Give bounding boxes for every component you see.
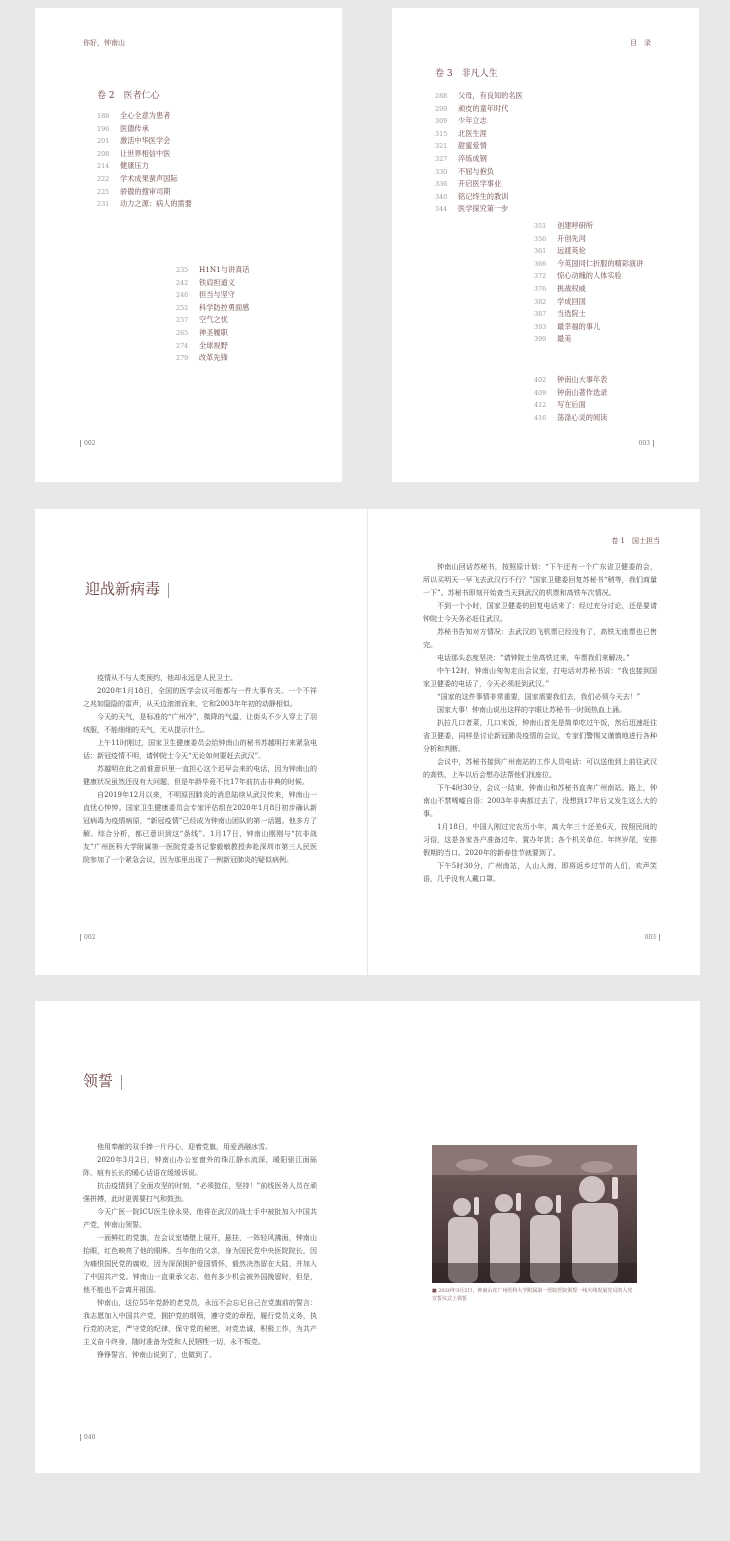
toc-entry-title: 担当与坚守 bbox=[199, 290, 235, 300]
paragraph: 扒拉几口者菜，几口米饭，钟南山首先是简单吃过午饭，然后迅速赶往省卫健委，同样是讨论新冠肺炎疫情的会议，专家们警惕又谨慎地进行各种分析和判断。 bbox=[423, 719, 657, 753]
toc-entry[interactable] bbox=[435, 103, 523, 116]
toc-entry-title: 健康压力 bbox=[120, 161, 149, 171]
toc-entry[interactable] bbox=[435, 178, 523, 191]
toc-entry[interactable] bbox=[435, 90, 523, 103]
toc-entry-title: 全心全意为患者 bbox=[120, 111, 171, 120]
toc-entry-title: 骄傲的搜审司期 bbox=[120, 186, 171, 196]
toc-entry[interactable] bbox=[176, 302, 249, 315]
toc-entry[interactable] bbox=[534, 321, 643, 334]
toc-page-number: 361 bbox=[534, 247, 547, 256]
chapter-title bbox=[83, 1070, 122, 1091]
paragraph: 下午5时30分，广州南站，人山人海，即将返乡过节的人们，欢声笑语，几乎没有人戴口罩。 bbox=[423, 862, 657, 883]
toc-entry-title: 钟南山大事年表 bbox=[557, 375, 608, 384]
toc-page-number: 242 bbox=[176, 278, 189, 287]
toc-list-vol3-b bbox=[534, 220, 643, 346]
toc-page-number: 393 bbox=[534, 322, 547, 331]
toc-entry-title: 开创先河 bbox=[557, 233, 586, 243]
caption-marker-icon: ■ bbox=[432, 1288, 439, 1294]
toc-entry[interactable] bbox=[176, 340, 249, 353]
toc-entry[interactable] bbox=[534, 245, 643, 258]
toc-page-number: 344 bbox=[435, 205, 448, 214]
paragraph: 苏越明在此之前谁意识里一直担心这个迟早会来的电话，因为钟南山的健康状况虽然还没有大问题，但是年龄毕竟不比17年前抗击非典的时候。 bbox=[83, 765, 317, 786]
vol2-heading: 卷 2 医者仁心 bbox=[97, 91, 160, 101]
gutter bbox=[367, 509, 368, 975]
vol3-heading: 卷 3 非凡人生 bbox=[435, 69, 498, 79]
page-number: 003 bbox=[645, 934, 660, 941]
toc-entry-title: 写在后面 bbox=[557, 400, 586, 410]
toc-entry-title: 惊心动魄的人体实验 bbox=[557, 271, 622, 281]
toc-entry[interactable] bbox=[534, 387, 607, 400]
toc-entry[interactable] bbox=[534, 283, 643, 296]
toc-entry-title: 学术成果蜚声国际 bbox=[120, 173, 178, 183]
toc-entry-title: 激活中华医学会 bbox=[120, 136, 171, 146]
paragraph: 钟南山回话苏秘书，按照原计划：“下午还有一个广东省卫健委的会，所以买明天一早飞去武汉行不行？”国家卫健委回复苏秘书“稍等，我们商量一下”。苏秘书即刻开始查当天到武汉的机票和高铁车次情况。 bbox=[423, 563, 657, 597]
toc-entry[interactable] bbox=[97, 160, 192, 173]
toc-list-vol3-a bbox=[435, 90, 523, 216]
paragraph: 钟南山，这位55年党龄的老党员，永远不会忘记自己在党旗前的誓言：我志愿加入中国共产党，拥护党的纲领，遵守党的章程，履行党员义务，执行党的决定，严守党的纪律，保守党的秘密，对党忠诚，积极工作，为共产主义奋斗终身，随时准备为党和人民牺牲一切，永不叛党。 bbox=[83, 1299, 317, 1346]
toc-entry[interactable] bbox=[534, 333, 643, 346]
body-text-right bbox=[423, 561, 657, 886]
toc-entry-title: 顽皮的童年时代 bbox=[458, 103, 509, 113]
toc-entry-title: 淬炼成钢 bbox=[458, 153, 487, 163]
toc-entry[interactable] bbox=[435, 191, 523, 204]
toc-entry[interactable] bbox=[176, 352, 249, 365]
toc-page-number: 402 bbox=[534, 376, 547, 384]
toc-entry[interactable] bbox=[534, 233, 643, 246]
toc-entry-title: 空气之忧 bbox=[199, 315, 228, 325]
toc-list-vol3-c bbox=[534, 374, 607, 424]
toc-entry-title: 改革先锋 bbox=[199, 353, 228, 363]
chapter-title-text: 领誓 bbox=[83, 1072, 114, 1090]
paragraph: 上午11时刚过，国家卫生健康委员会给钟南山的秘书苏越明打来紧急电话：新冠疫情不明，请钟院士今天“无论如何要赶去武汉”。 bbox=[83, 739, 317, 760]
page-number: 040 bbox=[80, 1434, 95, 1441]
chapter-title-text: 迎战新病毒 bbox=[85, 580, 161, 598]
paragraph: 铮铮誓言，钟南山说到了，也做到了。 bbox=[97, 1351, 216, 1359]
toc-page-number: 387 bbox=[534, 310, 547, 319]
paragraph: “国家的这件事情非常重要，国家需要我们去，我们必须今天去！” bbox=[437, 693, 641, 701]
running-head-right: 卷 1 国士担当 bbox=[611, 537, 660, 545]
toc-entry[interactable] bbox=[176, 314, 249, 327]
toc-entry[interactable] bbox=[435, 140, 523, 153]
toc-page-number: 201 bbox=[97, 137, 110, 146]
toc-page-number: 252 bbox=[176, 303, 189, 312]
toc-entry-title: 最幸福的事儿 bbox=[557, 321, 601, 331]
toc-page-number: 336 bbox=[435, 180, 448, 189]
toc-entry-title: 开启医学事业 bbox=[458, 179, 502, 189]
running-head-left: 你好，钟南山 bbox=[83, 39, 125, 47]
paragraph: 1月18日，中国人刚过完农历小年，离大年三十还差6天，按照民间的习俗，这是各家各户准备过年，置办年货；各个机关单位、年终岁尾，安排假期的当口。2020年的新春佳节就要到了。 bbox=[423, 823, 657, 857]
oath-ceremony-photo bbox=[432, 1145, 637, 1283]
toc-entry[interactable] bbox=[534, 296, 643, 309]
toc-entry[interactable] bbox=[435, 203, 523, 216]
toc-page-number: 409 bbox=[534, 388, 547, 397]
photo-caption-text: 2020年3月2日，钟南山在广州医科大学附属第一医院医院领誓一线火线发展党员的入党宣誓仪式上领誓 bbox=[432, 1288, 633, 1302]
toc-entry[interactable] bbox=[534, 412, 607, 425]
toc-entry[interactable] bbox=[534, 374, 607, 387]
photo-illustration bbox=[432, 1145, 637, 1283]
chapter-spread-2 bbox=[35, 509, 700, 975]
toc-entry[interactable] bbox=[534, 399, 607, 412]
body-text-left bbox=[83, 672, 317, 867]
page-number: 002 bbox=[80, 440, 95, 447]
toc-entry[interactable] bbox=[534, 220, 643, 233]
paragraph: 自2019年12月以来，不明原因肺炎的消息陆续从武汉传来，钟南山一直忧心忡忡。国家卫生健康委员会专家评估组在2020年1月8日初步确认新冠病毒为疫情病原，“新冠疫情”已经成为钟南山团队的第一话题。他多方了解、综合分析，都已意识到这“条线”。1月17日，钟南山刚刚与“抗非战友”广州医科大学附属第一医院党委书记黎毅敏教授奔赴深圳市第三人民医院参加了一个紧急会议，因为那里出现了一例新冠肺炎的疑似病例。 bbox=[83, 791, 317, 864]
toc-entry[interactable] bbox=[176, 277, 249, 290]
toc-entry-title: 钟南山著作选录 bbox=[557, 387, 608, 397]
toc-entry-title: 甜蜜爱情 bbox=[458, 141, 487, 151]
page-number: 003 bbox=[639, 440, 654, 447]
toc-entry-title: 少年立志 bbox=[458, 116, 487, 126]
toc-entry[interactable] bbox=[176, 327, 249, 340]
toc-entry-title: 父母，有良知的名医 bbox=[458, 91, 523, 100]
photo-caption bbox=[432, 1287, 637, 1303]
toc-entry-title: 全球视野 bbox=[199, 340, 228, 350]
paragraph: 一面鲜红的党旗，在会议室墙壁上展开，悬挂，一阵轻风拂面，钟南山抬眼，红色映亮了他的眼眸。当年他的父亲，身为国民党中央医院院长，因为痛恨国民党的腐败，因为深深拥护爱国情怀，毅然决然留在大陆，并加入了中国共产党。钟南山一直秉承父志，他有多少机会被外国挽留时，但是，他不能也不会离开祖国。 bbox=[83, 1234, 317, 1294]
toc-page-number: 327 bbox=[435, 154, 448, 163]
toc-entry-title: 今英国同仁折服的精彩演讲 bbox=[557, 258, 644, 268]
body-text bbox=[83, 1141, 317, 1362]
toc-page-number: 330 bbox=[435, 167, 448, 176]
toc-list-vol2-a bbox=[97, 110, 192, 211]
chapter-spread-3 bbox=[35, 1001, 700, 1473]
toc-page-number: 366 bbox=[534, 259, 547, 268]
paragraph: 他用奉献的双手捧一片丹心，迎着党旗，用爱消融冰雪。 bbox=[97, 1143, 272, 1151]
toc-page-number: 340 bbox=[435, 192, 448, 201]
running-head-right: 目 录 bbox=[630, 39, 651, 47]
toc-page-number: 225 bbox=[97, 187, 110, 196]
toc-page-number: 257 bbox=[176, 316, 189, 325]
paragraph: 2020年3月2日，钟南山办公室窗外的珠江静水流深，暖阳驱江面砾阵，痕有长长的暖心话语在缓缓诉说。 bbox=[83, 1156, 317, 1177]
toc-entry[interactable] bbox=[435, 166, 523, 179]
toc-entry[interactable] bbox=[97, 148, 192, 161]
paragraph: 电话那头态度坚决：“请钟院士坐高铁过来，车票我们来解决。” bbox=[437, 654, 630, 662]
toc-page-number: 235 bbox=[176, 266, 189, 274]
toc-entry-title: 学成回国 bbox=[557, 296, 586, 306]
paragraph: 中午12时，钟南山匆匆走出会议室，打电话对苏秘书说：“我也接到国家卫健委的电话了，今天必须赶到武汉。” bbox=[423, 667, 657, 688]
toc-page-number: 208 bbox=[97, 149, 110, 158]
paragraph: 2020年1月18日，全国的医学会议可能都与一件大事有关。一个不祥之兆如隐隐的雷声，从天边滚滚而来，它和2003年年初的动静相似。 bbox=[83, 687, 317, 708]
toc-page-number: 279 bbox=[176, 354, 189, 363]
toc-entry-title: 动力之源：病人的需要 bbox=[120, 199, 192, 209]
toc-entry[interactable] bbox=[97, 135, 192, 148]
toc-entry-title: 远渡英伦 bbox=[557, 246, 586, 256]
toc-page-number: 399 bbox=[534, 335, 547, 344]
chapter-title bbox=[85, 578, 169, 599]
toc-entry[interactable] bbox=[97, 110, 192, 123]
paragraph: 今天的天气，是标准的“广州冷”，微降的气温，让街头不少人穿上了羽绒服，不能细细的天气，无从提示什么。 bbox=[83, 713, 317, 734]
paragraph: 国家大事！钟南山说出这样的字眼让苏秘书一时间热血上涌。 bbox=[437, 706, 626, 714]
toc-page-number: 372 bbox=[534, 272, 547, 281]
toc-entry-title: 铁肩担道义 bbox=[199, 277, 235, 287]
toc-entry-title: 挑战权威 bbox=[557, 283, 586, 293]
paragraph: 下午4时30分，会议一结束，钟南山和苏秘书直奔广州南站。路上，钟南山不禁唏嘘自语：2003年非典都过去了，没想到17年后又发生这么大的事。 bbox=[423, 784, 657, 818]
toc-page-number: 299 bbox=[435, 104, 448, 113]
toc-entry[interactable] bbox=[97, 198, 192, 211]
toc-entry[interactable] bbox=[97, 173, 192, 186]
toc-entry-title: 北医生涯 bbox=[458, 128, 487, 138]
toc-entry-title: 当选院士 bbox=[557, 309, 586, 319]
toc-entry-title: 医学探究第一步 bbox=[458, 204, 509, 214]
paragraph: 今天广医一院ICU医生徐永昊，他将在武汉的战士手中被批加入中国共产党，钟南山领誓。 bbox=[83, 1208, 317, 1229]
toc-page-number: 231 bbox=[97, 200, 110, 209]
toc-page-number: 188 bbox=[97, 112, 110, 120]
toc-entry[interactable] bbox=[97, 123, 192, 136]
toc-entry-title: 让世界相信中医 bbox=[120, 148, 171, 158]
toc-entry-title: 创建呼研所 bbox=[557, 221, 593, 230]
toc-page-number: 288 bbox=[435, 92, 448, 100]
paragraph: 抗击疫情到了全面攻坚的时刻，“必须挺住，坚持！”前线医务人员在顽强拼搏，此时更需要打气和鼓劲。 bbox=[83, 1182, 317, 1203]
paragraph: 不到一个小时，国家卫健委的回复电话来了：经过充分讨论，还是要请钟院士今天务必赶往武汉。 bbox=[423, 602, 657, 623]
toc-entry-title: 最美 bbox=[557, 334, 572, 344]
paragraph: 苏秘书告知对方情况：去武汉的飞机票已经没有了，高铁无座票也已售完。 bbox=[423, 628, 657, 649]
toc-page-number: 274 bbox=[176, 341, 189, 350]
toc-page-number: 265 bbox=[176, 328, 189, 337]
toc-entry-title: 荡涤心灵的阅读 bbox=[557, 412, 608, 422]
toc-entry[interactable] bbox=[534, 258, 643, 271]
page-number: 002 bbox=[80, 934, 95, 941]
toc-entry-title: H1N1与讲真话 bbox=[199, 265, 250, 274]
toc-list-vol2-b bbox=[176, 264, 249, 365]
toc-page-number: 196 bbox=[97, 124, 110, 133]
toc-page-number: 222 bbox=[97, 174, 110, 183]
toc-entry[interactable] bbox=[435, 128, 523, 141]
toc-page-number: 246 bbox=[176, 291, 189, 300]
toc-page-number: 315 bbox=[435, 129, 448, 138]
toc-page-number: 376 bbox=[534, 284, 547, 293]
toc-entry-title: 神圣履职 bbox=[199, 327, 228, 337]
toc-entry[interactable] bbox=[176, 289, 249, 302]
toc-left-page bbox=[35, 8, 342, 482]
toc-entry-title: 医德传承 bbox=[120, 123, 149, 133]
toc-page-number: 309 bbox=[435, 117, 448, 126]
toc-entry[interactable] bbox=[534, 308, 643, 321]
toc-entry[interactable] bbox=[534, 270, 643, 283]
toc-entry[interactable] bbox=[435, 115, 523, 128]
toc-entry[interactable] bbox=[435, 153, 523, 166]
toc-entry-title: 铭记终生的教训 bbox=[458, 191, 509, 201]
toc-page-number: 321 bbox=[435, 142, 448, 151]
paragraph: 疫情从不与人类预约，他却永远是人民卫士。 bbox=[97, 674, 237, 682]
paragraph: 会议中，苏秘书接到广州南站的工作人员电话：可以送他到上前往武汉的高铁，上车以后会想办法帮他们找座位。 bbox=[423, 758, 657, 779]
toc-page-number: 412 bbox=[534, 401, 547, 410]
toc-entry-title: 不屈与抱负 bbox=[458, 166, 494, 176]
toc-page-number: 416 bbox=[534, 413, 547, 422]
toc-page-number: 214 bbox=[97, 162, 110, 171]
toc-page-number: 356 bbox=[534, 234, 547, 243]
toc-right-page bbox=[392, 8, 699, 482]
toc-entry-title: 科学防控勇面感 bbox=[199, 302, 250, 312]
toc-page-number: 382 bbox=[534, 297, 547, 306]
toc-page-number: 351 bbox=[534, 222, 547, 230]
toc-entry[interactable] bbox=[176, 264, 249, 277]
toc-entry[interactable] bbox=[97, 186, 192, 199]
